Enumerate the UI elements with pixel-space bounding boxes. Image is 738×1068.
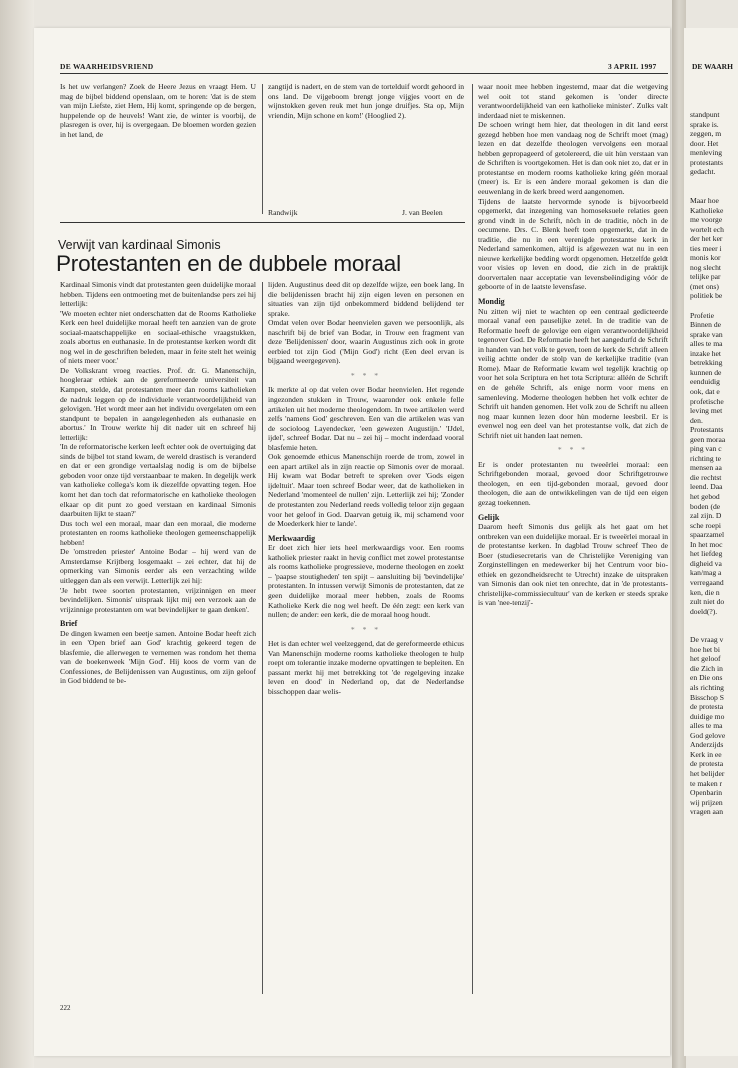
- next-page-line: de protesta: [690, 702, 724, 712]
- section-divider: * * *: [557, 445, 589, 455]
- paragraph: Omdat velen over Bodar heenvielen gaven we persoonlijk, als naschrift bij de brief van Bodar, in Trouw een fragment van deze 'Belijdenissen' door, waarin Augustinus zich ook in grote eerbied tot zijn God ('Mijn God') richt (Een deel ervan is bijgaand weergegeven).: [268, 318, 464, 366]
- next-page-line: In het moc: [690, 539, 723, 549]
- next-page-line: telijke par: [690, 272, 721, 282]
- next-page-line: eenduidig: [690, 377, 720, 387]
- next-page-line: duidige mo: [690, 711, 725, 721]
- subheading: Merkwaardig: [268, 533, 316, 543]
- column-rule: [262, 282, 263, 994]
- article-kicker: Verwijt van kardinaal Simonis: [58, 238, 221, 252]
- top-column-2: [268, 82, 464, 202]
- next-page-line: Katholieke: [690, 205, 724, 215]
- next-page-line: het geloof: [690, 654, 721, 664]
- next-page-line: Maar hoe: [690, 195, 719, 205]
- next-page-line: politiek be: [690, 291, 723, 301]
- article-column-3: [478, 82, 668, 996]
- next-page-line: ties meer i: [690, 243, 722, 253]
- next-page-line: sche roepi: [690, 520, 721, 530]
- next-page-line: sprake is.: [690, 119, 719, 129]
- next-page-line: geen moraa: [690, 434, 726, 444]
- paragraph: Dus toch wel een moraal, maar dan een moraal, die moderne protestanten en rooms katholieke theologen gemeenschappelijk hebben!: [60, 518, 256, 547]
- binding-gutter: [0, 0, 34, 1068]
- next-page-line: standpunt: [690, 110, 720, 119]
- next-page-line: richting te: [690, 453, 721, 463]
- next-page-line: spaarzamel: [690, 530, 725, 540]
- next-page-line: menleving: [690, 148, 723, 158]
- running-header-date: 3 APRIL 1997: [608, 62, 657, 71]
- next-page-line: sprake van: [690, 329, 723, 339]
- next-page-line: digheid va: [690, 558, 722, 568]
- section-rule: [60, 222, 465, 223]
- next-page-line: alles te ma: [690, 721, 723, 731]
- next-page-line: zal zijn. D: [690, 511, 722, 521]
- paragraph: Ik merkte al op dat velen over Bodar heenvielen. Het regende ingezonden stukken in Trouw, waaronder ook enkele felle artikelen uit het moderne theologendom. In twee artikelen werd zelfs 'namens God' geschreven. Een van die artikelen was van de socioloog Layendecker, 'een gewezen Augustijn.' 'IJdel, ijdel', schreef Bodar. Dat nu – zei hij – mocht inderdaad vooral blasfemie heten.: [268, 385, 464, 452]
- next-page-line: hoe het bi: [690, 644, 720, 654]
- next-page-edge: [684, 28, 738, 1056]
- next-page-line: Protestants: [690, 425, 724, 435]
- next-page-line: nog slecht: [690, 262, 722, 272]
- paragraph: 'In de reformatorische kerken leeft echter ook de overtuiging dat sinds de bijbel tot stand kwam, de wereld drastisch is veranderd en dat er een grondige vertaalslag nodig is om de bijbelse geboden voor onze tijd verstaanbaar te maken. In degelijk werk van katholieke collega's kom ik diezelfde opvatting tegen. Hoe komt het dan toch dat reformatorische en katholieke theologen elkaar op dit punt zo goed verstaan en kardinaal Simonis daarbuiten lijkt te staan?': [60, 442, 256, 519]
- next-page-line: ook, dat e: [690, 386, 720, 396]
- paragraph: Tijdens de laatste hervormde synode is bijvoorbeeld opgemerkt, dat inzegening van homoseksuele relaties geen grond vindt in de Schrift, nòch in de traditie, nòch in de oecumene. Drs. C. Blenk heeft toen opgemerkt, dat in de traditie, die nu in een verenigde protestantse kerk in Nederland samenkomen, altijd is afgewezen wat nu in een nieuwe kerkelijke bedding wordt opgenomen. Hetzelfde geldt voor visies op leven en dood, die zich in de praktijk doorvertalen naar acceptatie van levensbeëindiging vóór de geboorte of in de laatste levensfase.: [478, 196, 668, 292]
- next-page-line: gedacht.: [690, 167, 716, 177]
- next-page-line: alles te ma: [690, 339, 723, 349]
- header-rule: [60, 73, 668, 74]
- top-paragraph: Is het uw verlangen? Zoek de Heere Jezus en vraagt Hem. U mag de bijbel biddend openslaan, om te horen: 'dat is de stem van mijn Liefste, ziet Hem, Hij komt, springende op de bergen, huppelende op de heuvels! Want zie, de winter is voorbij, de plasregen is over, hij is overgegaan. De bloemen worden gezien in het land, de: [60, 82, 256, 139]
- next-page-header: DE WAARH: [692, 62, 733, 71]
- next-page-line: me voorge: [690, 215, 723, 225]
- next-page-line: het liefdeg: [690, 549, 723, 559]
- next-page-line: de protesta: [690, 759, 724, 769]
- next-page-line: monis kor: [690, 253, 721, 263]
- next-page-line: betrekking: [690, 358, 723, 368]
- paragraph: De Volkskrant vroeg reacties. Prof. dr. G. Manenschijn, hoogleraar ethiek aan de gereformeerde universiteit van Kampen, stelde, dat protestanten meer dan rooms katholieken de nadruk leggen op de individuele verantwoordelijkheid van gelovigen. 'Het wordt meer aan het individu overgelaten om een standpunt te bepalen in aangelegenheden als euthanasie en abortus.' In Trouw werkte hij dit nader uit en schreef hij letterlijk:: [60, 365, 256, 442]
- paragraph: Daarom heeft Simonis dus gelijk als het gaat om het ontbreken van een duidelijke moraal. Er is tweeërlei moraal in de protestantse kerken. In dagblad Trouw schreef Theo de Boer (studiesecretaris van de Christelijke Vereniging van Zorginstellingen en medewerker bij het Centrum voor bio-ethiek en gezondheidsrecht te Utrecht) inzake de uitspraken van Simonis dan ook niet ten onrechte, dat in 'de protestants-christelijke-commissiecultuur' van de kerken er steeds sprake is van 'nee-tenzij'-: [478, 522, 668, 608]
- next-page-line: te maken r: [690, 778, 723, 788]
- paragraph: Er doet zich hier iets heel merkwaardigs voor. Een rooms katholiek priester raakt in hevig conflict met zowel protestantse als rooms katholieke progressieve, moderne theologen en zoekt – 'paapse stoutigheden' ten spijt – aansluiting bij 'bevindelijke' protestanten. In intussen verwijt Simonis de protestanten, dat ze geen duidelijke moraal meer hebben, zoals de Rooms Katholieke Kerk die nog wel heeft. De één zegt: een kerk van nullen; de ander: een kerk, die de moraal hoog houdt.: [268, 543, 464, 620]
- paragraph: Het is dan echter wel veelzeggend, dat de gereformeerde ethicus Van Manenschijn moderne rooms katholieke theologen te hulp roept om tolerantie inzake moderne opvattingen te bepleiten. En passant merkt hij met betrekking tot 'de regelgeving inzake leven en dood' in Nederland op, dat de Nederlandse bisschoppen daar welis-: [268, 639, 464, 696]
- paragraph: lijden. Augustinus deed dit op dezelfde wijze, een boek lang. In die belijdenissen bracht hij zijn eigen leven en personen en situaties van zijn tijd onbekommerd biddend belijdend ter sprake.: [268, 280, 464, 318]
- next-page-line: Bisschop S: [690, 692, 724, 702]
- subheading: Gelijk: [478, 512, 500, 522]
- signature-author: J. van Beelen: [402, 208, 443, 217]
- next-page-line: het gebod: [690, 492, 720, 501]
- running-header-title: DE WAARHEIDSVRIEND: [60, 62, 154, 71]
- next-page-line: die rechtst: [690, 472, 722, 482]
- subheading: Brief: [60, 619, 78, 629]
- signature-place: Randwijk: [268, 208, 298, 217]
- next-page-line: Profetie: [690, 310, 715, 320]
- next-page-line: inzake het: [690, 348, 721, 358]
- article-headline: Protestanten en de dubbele moraal: [56, 251, 401, 276]
- next-page-line: het belijder: [690, 768, 725, 778]
- subheading: Mondig: [478, 297, 505, 307]
- next-page-line: doeld(?).: [690, 606, 718, 616]
- next-page-line: mensen aa: [690, 463, 722, 473]
- next-page-line: kunnen de: [690, 367, 722, 377]
- next-page-line: Binnen de: [690, 320, 722, 330]
- next-page-line: wortelt ech: [690, 224, 724, 234]
- paragraph: Nu zitten wij niet te wachten op een centraal gedicteerde moraal vanaf een pauselijke zetel. In de traditie van de Reformatie heeft de gelovige een eigen verantwoordelijkheid tegenover God. De Reformatie heeft het aangedurfd de Schrift in handen van het volk te geven, toen de kerk de Schrift alleen veilig achtte onder de stolp van de kerkelijke traditie (van Rome). Maar de Reformatie kwam wel tegelijk krachtig op voor het sola Scriptura en het tota Scriptura: alléén de Schrift en de gehéle Schrift, als enige norm voor mens en samenleving. Moderne theologen hebben het volk echter de Schrift uit handen genomen. Het volk zou de Schrift nu alleen nog maar kunnen lezen door hùn moderne leesbril. Er is evenwel nog een deel van het protestantse volk, dat zich de Schrift niet uit handen laat nemen.: [478, 306, 668, 440]
- next-page-line: vragen aan: [690, 807, 724, 817]
- paragraph: waar nooit mee hebben ingestemd, maar dat die wetgeving wel ooit tot stand gekomen is 'onder directe verantwoordelijkheid van een katholieke minister'. Zulks valt inderdaad niet te miskennen.: [478, 82, 668, 120]
- next-page-line: der het ker: [690, 234, 723, 244]
- section-divider: * * *: [350, 624, 382, 634]
- column-rule: [472, 84, 473, 994]
- next-page-line: God gelove: [690, 730, 726, 740]
- next-page-line: (met ons): [690, 281, 719, 291]
- paragraph: Ook genoemde ethicus Manenschijn roerde de trom, zowel in een apart artikel als in zijn reactie op Simonis over de moraal. Hij kwam wat Bodar betreft te spreken over 'Gods eigen ijdeltuit'. Maar toen schreef Bodar weer, dat de katholieken in Nederland 'momenteel de nullen' zijn. Letterlijk zei hij; 'Zonder de protestanten zou Nederland reeds volledig teloor zijn gegaan voor het geloof in God. Daarvan getuig ik, mij schamend voor de Moederkerk hier te lande'.: [268, 452, 464, 529]
- next-page-line: profetische: [690, 396, 724, 406]
- paragraph: Kardinaal Simonis vindt dat protestanten geen duidelijke moraal hebben. Tijdens een ontmoeting met de buitenlandse pers zei hij letterlijk:: [60, 280, 256, 309]
- paragraph: De 'omstreden priester' Antoine Bodar – hij werd van de Amsterdamse Krijtberg losgemaakt – zei echter, dat hij de opmerking van Simonis eerder als een verzachting wilde uitleggen dan als een verwijt. Letterlijk zei hij:: [60, 547, 256, 585]
- next-page-line: Openbarin: [690, 788, 723, 798]
- next-page-line: zeggen, m: [690, 129, 722, 139]
- paragraph: De schoen wringt hem hier, dat theologen in dit land eerst gezegd hebben hoe men vandaag nog de Schrift moet (mag) lezen en dat dezelfde theologen vervolgens een moraal hebben gepropageerd of getolereerd, die uit hùn verstaan van de Schriften is voortgekomen. Het is dan ook niet zo, dat er in protestantse en modern rooms katholieke kring géén moraal (meer) is. Er is een àndere moraal gekomen is dan die eeuwenlang in de kerk breed werd aangenomen.: [478, 120, 668, 197]
- page-number: 222: [60, 1004, 71, 1012]
- top-column-1: [60, 82, 256, 202]
- next-page-line: zult niet do: [690, 597, 725, 607]
- next-page-line: leend. Daa: [690, 482, 723, 492]
- next-page-line: als richting: [690, 683, 724, 692]
- next-page-line: kan/mag a: [690, 568, 722, 578]
- next-page-line: en Die ons: [690, 673, 723, 683]
- next-page-line: protestants: [690, 157, 723, 167]
- paragraph: 'Je hebt twee soorten protestanten, vrijzinnigen en meer bevindelijken. Simonis' uitspraak lijkt mij een verzoek aan de vrijzinnige protestanten om wat bevindelijker te gaan denken'.: [60, 585, 256, 614]
- article-column-1: [60, 280, 256, 996]
- next-page-line: die Zich in: [690, 663, 723, 673]
- article-column-2: [268, 280, 464, 996]
- top-paragraph: zangtijd is nadert, en de stem van de tortelduif wordt gehoord in ons land. De vijgeboom brengt jonge vijgjes voort en de wijnstokken geven reuk met hun jonge druifjes. Sta op, Mijn vriendin, Mijn schone en kom!' (Hooglied 2).: [268, 82, 464, 120]
- paragraph: De dingen kwamen een beetje samen. Antoine Bodar heeft zich in een 'Open brief aan God' krachtig gekeerd tegen de blasfemie, die allerwegen te vernemen was rondom het thema van de boekenweek 'Mijn God'. Hij koos de vorm van de Confessiones, de Belijdenissen van Augustinus, om zijn geloof in God biddend te be-: [60, 628, 256, 686]
- section-divider: * * *: [350, 370, 382, 380]
- next-page-line: ken, die n: [690, 587, 720, 597]
- next-page-line: verregaand: [690, 577, 724, 587]
- paragraph: Er is onder protestanten nu tweeërlei moraal: een Schriftgebonden moraal, gevoed door Schriftgetrouwe theologen, en een tijd-gebonden moraal, gevoed door theologen, die aan de ontwikkelingen van de tijd een eigen gezag toekennen.: [478, 459, 668, 507]
- next-page-line: den.: [690, 415, 703, 425]
- next-page-line: ping van c: [690, 444, 722, 454]
- next-page-line: door. Het: [690, 138, 719, 148]
- next-page-line: Anderzijds: [690, 740, 724, 750]
- next-page-line: boden (de: [690, 501, 721, 511]
- paragraph: 'We moeten echter niet onderschatten dat de Rooms Katholieke Kerk een heel duidelijke moraal heeft ten aanzien van de grote sociaal-maatschappelijke en sociaal-ethische vraagstukken, zoals abortus en euthanasie. In de protestantse kerken wordt dit nog wel in de geschriften beleden, maar in feite stelt het weinig of niets meer voor.': [60, 308, 256, 366]
- column-rule: [262, 84, 263, 214]
- next-page-line: leving met: [690, 406, 723, 416]
- next-page-line: Kerk in ee: [690, 749, 722, 759]
- next-page-line: De vraag v: [690, 635, 724, 645]
- next-page-line: wij prijzen: [690, 797, 723, 807]
